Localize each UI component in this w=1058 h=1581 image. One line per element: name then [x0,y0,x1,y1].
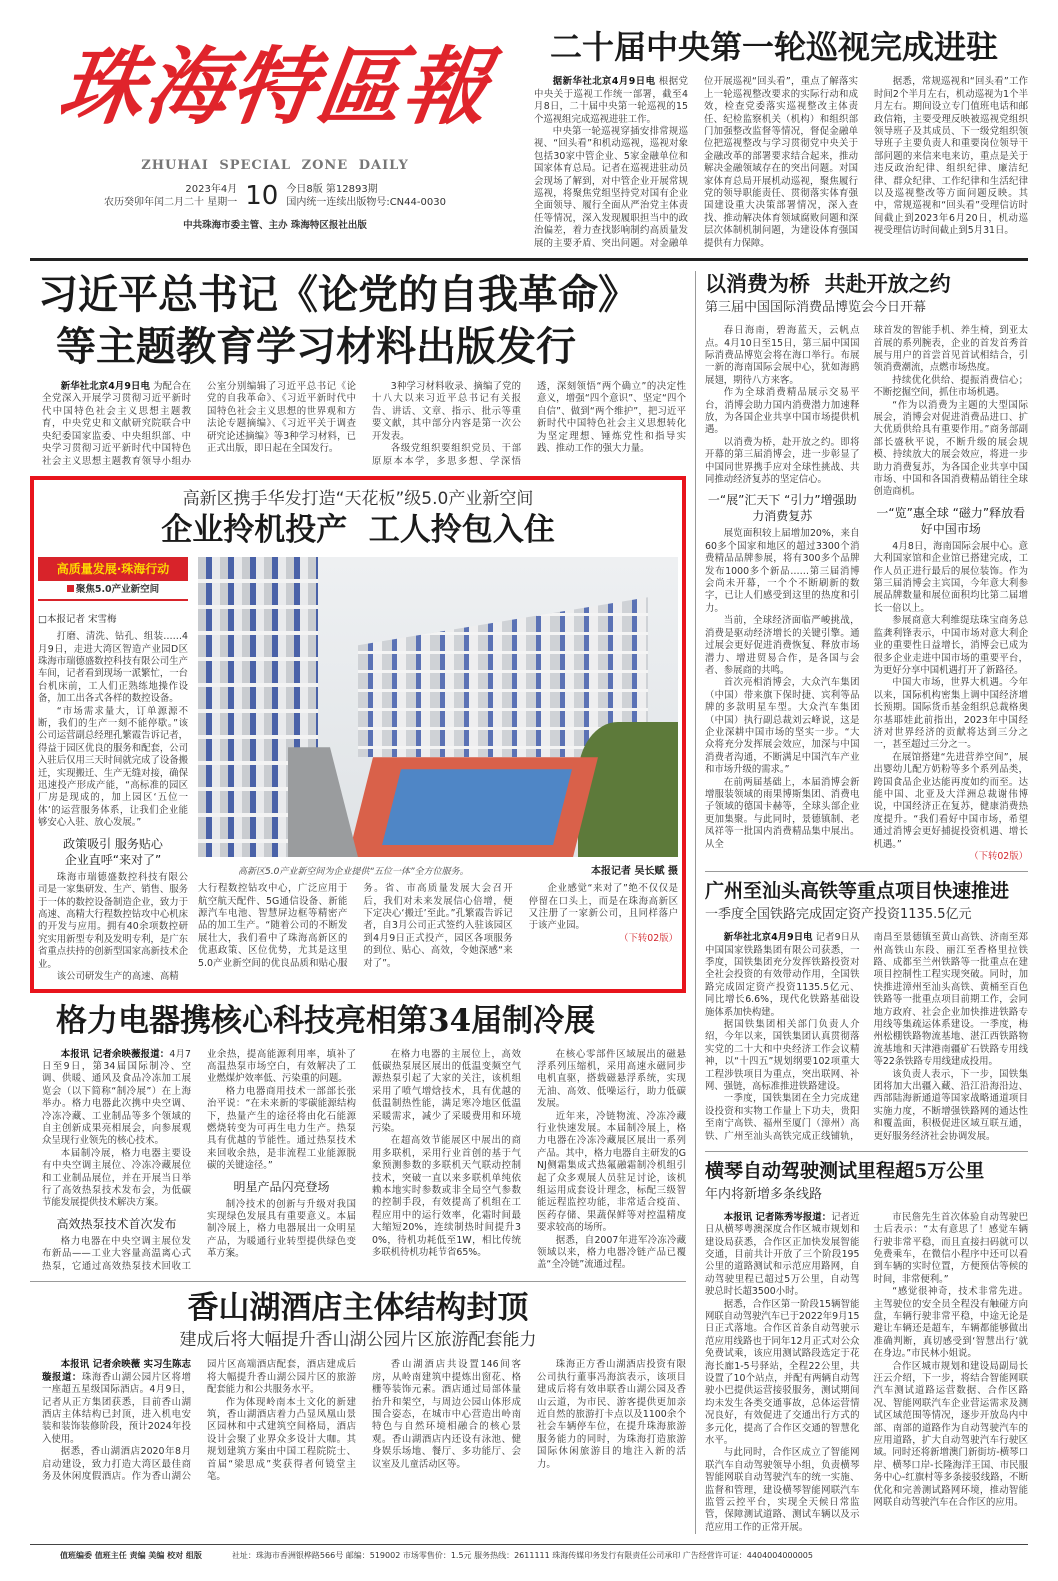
paragraph-text: 在超高效节能展区中展出的商用多联机，采用行业首创的基于气象预测参数的多联机天气联动控制技术，突破一直以来多联机单纯依赖本地实时参数或非全局空气参数的控制手段，有效提高了机组在工程应用中的运行效率，化霜时间最大缩短20%，连续制热时间提升30%，待机功耗低至1W，相比传统多联机待机功耗节省65%。 [372,1135,521,1259]
paragraph-text: 首次亮相消博会，大众汽车集团（中国）带来旗下保时捷、宾利等品牌的多款明星车型。大众汽车集团（中国）执行副总裁刘云峰说，这是企业深耕中国市场的坚实一步。“大众将充分发挥展会效应，加深与中国消费者沟通，不断满足中国汽车产业和市场升级的需求。” [705,677,860,776]
paragraph [874,1286,1029,1360]
trees [578,722,678,857]
paragraph [207,1086,356,1173]
paragraph [874,752,1029,851]
subtitle-expo: 第三届中国国际消费品博览会今日开幕 [705,300,927,316]
subtitle-hengqin: 年内将新增多条线路 [705,1186,823,1202]
headline-xi-line1: 习近平总书记《论党的自我革命》 [38,271,638,319]
continued-link[interactable]: （下转02版） [619,932,678,944]
paragraph-text: 以消费为桥，赴开放之约。即将开幕的第三届消博会，进一步彰显了中国同世界携手应对全球性挑战、共同推动经济复苏的坚定信心。 [705,436,860,486]
publisher-line: 中共珠海市委主管、主办 珠海特区报社出版 [183,220,367,231]
paragraph [372,381,521,443]
paragraph [705,437,860,487]
date-day: 10 [245,181,279,211]
paragraph-text: 据悉，合作区第一阶段15辆智能网联自动驾驶汽车已于2022年9月15日正式落地。合作区首条自动驾驶示范应用线路也于同年12月正式对公众免费试乘，该应用测试路段选定于花海长廊1-5号驿站，全程22公里，共设置了10个站点，并配有两辆自动驾驶小巴提供运营接驳服务，测试期间均未发生各类交通事故，总体运营情况良好，有效促进了交通出行方式的多元化，提高了合作区交通的智慧化水平。 [705,1298,860,1446]
cn-number: 国内统一连续出版物号:CN44-0030 [286,197,446,208]
feature-left-column [38,631,188,983]
paragraph-text: 在展馆搭建“先进营养空间”，展出婴幼儿配方奶粉等多个系列品类，跨国食品企业达能再度如约而至。达能中国、北亚及大洋洲总裁谢伟博说，中国经济正在复苏，健康消费热度提升。“我们看好中国市场，希望通过消博会更好捕捉投资机遇、增长机遇。” [873,751,1028,850]
headline-railway: 广州至汕头高铁等重点项目快速推进 [705,880,1010,903]
newspaper-logo: 珠海特區報 [53,37,498,136]
paragraph [705,1299,860,1448]
subheading: 一“展”汇天下 “引力”增强助力消费复苏 [707,493,857,524]
paragraph [198,883,513,970]
masthead [30,22,526,250]
paragraph [874,541,1029,615]
paragraph [874,1361,1029,1510]
paragraph-text: 本届制冷展，格力电器主要设有中央空调主展位、冷冻冷藏展位和工业制品展位，并在开展当日举行了高效热泵技术发布会，为低碳节能发展提供技术解决方案。 [42,1147,191,1209]
paragraph [207,1199,356,1261]
article-expo-col2 [874,325,1029,863]
article-hengqin [705,1212,1028,1535]
subheading: 政策吸引 服务贴心 企业直呼“来对了” [63,836,163,867]
paragraph [42,1148,191,1210]
paragraph-text: 记者近日从横琴粤澳深度合作区城市规划和建设局获悉，合作区正加快发展智能交通，目前共计开放了三个阶段195公里的道路测试和示范应用路网，自动驾驶里程已超过5万公里，自动驾驶总时长超3500小时。 [705,1211,860,1298]
paragraph [705,528,860,615]
paragraph [537,1235,686,1272]
paragraph-text: 珠海香山湖公园片区将增一座超五星级国际酒店。4月9日，记者从正方集团获悉，目前香山湖酒店主体结构已封顶，进入机电安装和装饰装修阶段，预计2024年投入使用。 [42,1371,191,1445]
paragraph [42,1359,191,1446]
series-badge: 高质量发展·珠海行动 [38,557,188,581]
headline-inspection: 二十届中央第一轮巡视完成进驻 [550,28,999,66]
paragraph-text: 3种学习材料收录、摘编了党的十八大以来习近平总书记有关报告、讲话、文章、指示、批示等重要文献，其中部分内容是第一次公开发表。 [372,381,521,442]
headline-xiangshanhu: 香山湖酒店主体结构封顶 [187,1290,529,1327]
paragraph-text: 一季度，国铁集团在全力完成建设投资和实物工作量上下功夫，贵阳至南宁高铁、福州至厦门（漳州）高铁、广州至汕头高铁完成正线铺轨，南昌至景德镇至黄山高铁、济南至郑州高铁山东段、丽江至香格里拉铁路、成都至兰州铁路等一批重点在建项目控制性工程实现突破。同时，加快推进漳州至汕头高铁、黄桶至百色铁路等一批重点项目前期工作，会同地方政府、社会企业加快推进铁路专用线等集疏运体系建设。一季度，梅州松棚铁路物流基地、湛江西铁路物流基地和天津港南疆矿石铁路专用线等22条铁路专用线建成投用。 [705,932,1028,1142]
section-rule [705,1151,1028,1152]
paragraph [874,325,1029,375]
paragraph [537,1359,686,1471]
paragraph-text: 据悉，香山湖酒店2020年8月启动建设，致力打造大湾区最佳商务及休闲度假酒店。作为香山湖公园片区高端酒店配套，酒店建成后将大幅提升香山湖公园片区的旅游配套能力和公共服务水平。 [42,1359,356,1482]
inspection-section [526,22,1028,250]
headline-xi-line2: 等主题教育学习材料出版发行 [56,323,576,371]
dateline: 本报讯 记者陈秀岑报道： [723,1211,832,1223]
paragraph-text: 在前两届基础上，本届消博会新增服装领域的雨果博斯集团、消费电子领域的德国卡赫等，全球头部企业更加集聚。与此同时，景德镇制、老凤祥等一批国内消费精品集中展出。从全 [705,776,860,850]
headline-hengqin: 横琴自动驾驶测试里程超5万公里 [705,1160,985,1182]
paragraph-text: 格力电器在中央空调主展位发布新品——工业大容量高温离心式热泵，它通过高效热泵技术回收工业余热，提高能源利用率，填补了高温热泵市场空白，有效解决了工业燃煤炉效率低、污染重的问题。 [42,1048,356,1272]
paragraph-text: “感觉很神奇，技术非常先进。主驾驶位的安全员全程没有触碰方向盘，车辆行驶非常平稳，中途无论是避让车辆还是超车，车辆都能够做出准确判断，真切感受到‘智慧出行’就在身边。”市民林小姐说。 [873,1286,1028,1360]
edition-info: 今日8版 第12893期 [286,184,378,195]
paragraph [705,932,860,1019]
photo-credit: 本报记者 吴长赋 摄 [591,866,678,878]
subheading: 一“览”惠全球 “磁力”释放看好中国市场 [876,505,1026,536]
dateline: 新华社北京4月9日电 [60,381,151,393]
paragraph-text: 大行程数控钻攻中心，广泛应用于航空航天配件、5G通信设备、新能源汽车电池、智慧屏边框等精密产品的加工生产。“随着公司的不断发展壮大，我们看中了珠海高新区的优惠政策、区位优势，尤其是这里5.0产业新空间的优良品质和贴心服务。省、市高质量发展大会召开后，我们对未来发展信心倍增，便下定决心‘搬迁’至此。”孔繁霞告诉记者，自3月公司正式签约入驻该园区到4月9日正式投产，园区各项服务的到位、贴心、高效，令她深感“来对了”。 [198,883,513,969]
paragraph-text: 中央第一轮巡视穿插安排常规巡视、“回头看”和机动巡视，巡视对象包括30家中管企业、5家金融单位和国家体育总局。记者在巡视进驻动员会现场了解到，对中管企业开展常规巡视，将聚焦党组坚持党对国有企业全面领导、履行全面从严治党主体责任等情况，深入发现履职担当中的政治偏差，着力查找影响制约高质量发展的主要矛盾、突出问题。对金融单位开展巡视“回头看”，重点了解落实上一轮巡视整改要求的实际行动和成效，检查党委落实巡视整改主体责任、纪检监察机关（机构）和组织部门加强整改监督等情况，督促金融单位把巡视整改与学习贯彻党中央关于金融改革的部署要求结合起来，推动解决金融领域存在的突出问题。对国家体育总局开展机动巡视，聚焦履行党的领导职能责任、贯彻落实体育强国建设重大决策部署情况，深入查找、推动解决体育领域腐败问题和深层次体制机制问题，为建设体育强国提供有力保障。 [534,76,858,249]
section-rule [30,1281,686,1282]
paragraph [372,1359,521,1471]
dateline: 据新华社北京4月9日电 [552,76,656,88]
paragraph-text: 各级党组织要组织党员、干部原原本本学，多思多想、学深悟透，深刻领悟“两个确立”的决定性意义，增强“四个意识”、坚定“四个自信”、做到“两个维护”，把习近平新时代中国特色社会主义思想转化为坚定理想、锤炼党性和指导实践、推动工作的强大力量。 [372,381,686,467]
feature-bottom-columns [198,883,678,970]
article-xiangshanhu [42,1359,686,1483]
paragraph [705,1212,860,1299]
feature-headline: 企业拎机投产 工人拎包入住 [161,512,555,549]
paragraph-text: 作为全球消费精品展示交易平台，消博会助力国内消费潜力加速释放，为各国企业共享中国市场提供机遇。 [705,387,860,436]
series-topic-text: 聚焦5.0产业新空间 [75,584,160,596]
top-row [30,22,1028,250]
paragraph [537,1049,686,1111]
paragraph-text: 打磨、清洗、钻孔、组装……4月9日，走进大湾区智造产业园D区珠海市瑞德盛数控科技有限公司生产车间，记者看到现场一派繁忙，一台台机床前，工人们正熟练地操作设备，加工出各式各样的数控设备。 [38,631,189,705]
column-divider [695,271,696,1534]
red-square-icon [67,585,74,592]
paragraph-text: 格力电器商用技术一部部长张治平说：“在未来新的零碳能源结构下，热量产生的途径将由化石能源燃烧转变为可再生电力生产。热泵具有优越的节能性。通过热泵技术来回收余热，是非流程工业能源脱碳的关键途径。” [207,1085,356,1172]
series-topic [38,581,188,601]
paragraph [38,971,188,983]
paragraph-text: 持续优化供给、提振消费信心；不断挖掘空间，抓住市场机遇。 [873,374,1028,399]
paragraph-text: 合作区城市规划和建设局副局长汪云介绍，下一步，将结合智能网联汽车测试道路运营数据、合作区路况、智能网联汽车企业营运需求及测试区域范围等情况，逐步开放岛内中部、南部的道路作为自动驾驶汽车的应用道路，扩大自动驾驶汽车行驶区域。同时还将新增澳门新街坊-横琴口岸、横琴口岸-长隆海洋王国、市民服务中心-红旗村等多条接驳线路，不断优化和完善测试路网环境，推动智能网联自动驾驶汽车在合作区的应用。 [873,1360,1028,1509]
paragraph [705,777,860,851]
article-xi [42,381,686,468]
paragraph-text: 企业感觉“来对了”绝不仅仅是停留在口头上，而是在珠海高新区又注册了一家新公司，且同样落户于该产业园。 [528,883,678,932]
paragraph-text: 珠海正方香山湖酒店投资有限公司执行董事冯海滨表示，该项目建成后将有效串联香山湖公园及香山云道，为市民、游客提供更加亲近自然的旅游打卡点以及1100余个社会车辆停车位，在提升珠海旅游服务能力的同时，为珠海打造旅游国际休闲旅游目的地注入新的活力。 [537,1359,686,1470]
subtitle-railway: 一季度全国铁路完成固定资产投资1135.5亿元 [705,907,972,923]
article-expo-col1 [705,325,860,863]
paragraph-text: 春日海南，碧海蓝天，云帆点点。4月10日至15日，第三届中国国际消费品博览会将在海口举行。布展一新的海南国际会展中心，犹如海鸥展翅，期待八方来客。 [705,325,860,386]
footer-address: 社址：珠海市香洲银桦路566号 邮编：519002 市场零售价：1.5元 服务热线：2611111 珠海传媒印务发行有限责任公司承印 广告经营许可证：4404004000005 [231,1551,813,1561]
dateline: 本报讯 记者余映薇报道： [60,1048,170,1060]
paragraph [534,76,688,126]
dateline: 本报讯 记者余映薇 实习生陈志璇报道： [42,1359,191,1383]
paragraph [874,677,1029,751]
lunar-date: 农历癸卯年闰二月二十 星期一 [104,197,238,208]
feature-photo [198,557,678,857]
section-rule [705,871,1028,872]
article-gree [42,1049,686,1274]
paragraph-text: 作为体现岭南本土文化的新建筑，香山湖酒店着力凸显凤凰山景区园林和中式建筑空间格局，酒店设计会聚了业界众多设计大咖。其规划建筑方案由中国工程院院士、首届“梁思成”奖获得者何镜堂主笔。 [207,1396,356,1482]
paragraph-text: “作为以消费为主题的大型国际展会，消博会对促进消费品进口、扩大优质供给具有重要作用。”商务部副部长盛秋平说，不断升级的展会规模、持续放大的展会效应，将进一步助力消费复苏，为各国企业共享中国市场、中国和各国消费精品销往全球创造商机。 [873,399,1028,498]
right-stack [705,271,1028,1534]
paragraph [705,1019,860,1093]
paragraph-text: 制冷技术的创新与升级对我国实现绿色发展具有重要意义。本届制冷展上，格力电器展出一众明星产品，为暖通行业转型提供绿色变革方案。 [207,1198,356,1260]
paragraph [38,631,188,705]
paragraph-text: 据悉，自2007年进军冷冻冷藏领域以来，格力电器冷链产品已覆盖“全冷链”流通过程。 [537,1234,686,1271]
left-stack [30,271,686,1534]
paragraph-text: 该公司研发生产的高速、高精 [56,970,179,982]
paragraph-text: 该负责人表示，下一步，国铁集团将加大出疆入藏、沿江沿海沿边、西部陆海新通道等国家战略通道项目实施力度，不断增强铁路网的通达性和覆盖面，积极促进区域互联互通，更好服务经济社会协调发展。 [873,1068,1028,1142]
paragraph-text: 据悉，常规巡视和“回头看”工作时间2个半月左右，机动巡视为1个半月左右。期间设立专门值班电话和邮政信箱，主要受理反映被巡视党组织领导班子及其成员、下一级党组织领导班子主要负责人和重要岗位领导干部问题的来信来电来访，重点是关于违反政治纪律、组织纪律、廉洁纪律、群众纪律、工作纪律和生活纪律以及巡视整改等方面问题反映。其中，常规巡视和“回头看”受理信访时间截止到2023年6月20日，机动巡视受理信访时间截止到5月31日。 [874,76,1028,237]
paragraph-text: 4月7日至9日，第34届国际制冷、空调、供暖、通风及食品冷冻加工展览会（以下简称“制冷展”）在上海举办。格力电器此次携中央空调、冷冻冷藏、工业制品等多个领域的自主创新成果亮相展会，向参展观众呈现行业领先的核心技术。 [42,1048,192,1147]
english-name: ZHUHAI SPECIAL ZONE DAILY [141,158,409,173]
paragraph-text: 球首发的智能手机、养生椅，到亚太首展的系列腕表，企业的首发首秀首展与用户的首尝首见首试相结合，引领消费潮流，点燃市场热度。 [873,325,1028,374]
paragraph-text: 记者9日从中国国家铁路集团有限公司获悉，一季度，国铁集团充分发挥铁路投资对全社会投资的有效带动作用，全国铁路完成固定资产投资1135.5亿元、同比增长6.6%，现代化铁路基础设施体系加快构建。 [705,932,860,1018]
paragraph [874,615,1029,677]
paragraph [705,387,860,437]
subheading: 高效热泵技术首次发布 [56,1216,177,1231]
paragraph-text: 展览面积较上届增加20%，来自60多个国家和地区的超过3300个消费精品品牌参展，将有300多个品牌发布1000多个新品……第三届消博会尚未开幕，一个个不断刷新的数字，已让人们感受到这里的热度和引力。 [705,528,860,614]
footer [30,1545,1028,1561]
date-year-month: 2023年4月 [185,184,238,195]
article-railway [705,932,1028,1143]
paragraph [874,76,1028,237]
paragraph-text: 市民詹先生首次体验自动驾驶巴士后表示：“太有意思了！感觉车辆行驶非常平稳，而且直接扫码就可以免费乘车，在微信小程序中还可以看到车辆的实时位置，方便预估等候的时间，非常便利。” [873,1211,1028,1285]
paragraph-text: 香山湖酒店共设置146间客房，从岭南建筑中提炼出窗花、格栅等装饰元素。酒店通过局部体量抬升和架空，与周边公园山体形成围合姿态，在城市中心营造出岭南特色与自然环境相融合的核心景观。香山湖酒店内还设有泳池、健身娱乐场地、餐厅、多功能厅、会议室及儿童活动区等。 [372,1359,521,1470]
paragraph [38,872,188,971]
subtitle-xiangshanhu: 建成后将大幅提升香山湖公园片区旅游配套能力 [179,1330,537,1351]
paragraph-text: 中国大市场，世界大机遇。今年以来，国际机构密集上调中国经济增长预期。国际货币基金组织总裁格奥尔基耶娃此前指出，2023年中国经济对世界经济的贡献将达到三分之一，甚至超过三分之一。 [873,677,1028,751]
paragraph [537,1111,686,1235]
subheading: 明星产品闪亮登场 [233,1179,330,1194]
paragraph [372,1135,521,1259]
paragraph-text: 4月8日，海南国际会展中心。意大利国家馆和企业馆已搭建完成，工作人员正进行最后的展位装饰。作为第三届消博会主宾国，今年意大利参展品牌数量和展位面积均比第二届增长一倍以上。 [873,540,1028,614]
headline-expo: 以消费为桥 共赴开放之约 [705,271,951,297]
paragraph [372,1049,521,1136]
masthead-rule [30,258,1028,261]
paragraph-text: 当前，全球经济面临严峻挑战，消费是驱动经济增长的关键引擎。通过展会更好促进消费恢复、释放市场潜力、增进贸易合作，是各国与会者、参展商的共鸣。 [705,615,860,676]
paragraph [38,706,188,830]
photo-caption: 高新区5.0产业新空间为企业提供“五位一体”全方位服务。 [238,867,469,878]
paragraph [705,325,860,387]
paragraph [874,375,1029,400]
article-inspection [534,76,1028,250]
continued-link[interactable]: （下转02版） [969,851,1028,862]
paragraph-text: 参展商意大利维缇珐珠宝商务总监龚利锋表示，中国市场对意大利企业的重要性日益增长，消博会已成为很多企业走进中国市场的重要平台，为更好分享中国机遇打开了新路径。 [873,615,1028,676]
paragraph [874,400,1029,499]
main-row [30,271,1028,1534]
paragraph [874,1212,1029,1286]
paragraph [874,1069,1029,1143]
feature-kicker: 高新区携手华发打造“天花板”级5.0产业新空间 [182,488,534,509]
paragraph [705,677,860,776]
paragraph [207,1397,356,1484]
dateline: 新华社北京4月9日电 [723,932,813,944]
paragraph-text: 为配合在全党深入开展学习贯彻习近平新时代中国特色社会主义思想主题教育，中央党史和文献研究院联合中央纪委国家监委、中央组织部、中央学习贯彻习近平新时代中国特色社会主义思想主题教育领导小组办公室分别编辑了习近平总书记《论党的自我革命》、《习近平新时代中国特色社会主义思想的世界观和方法论专题摘编》、《习近平关于调查研究论述摘编》等3种学习材料，已正式出版，即日起在全国发行。 [42,381,356,467]
paragraph-text: 与此同时，合作区成立了智能网联汽车自动驾驶领导小组，负责横琴智能网联自动驾驶汽车的统一实施、监督和管理，建设横琴智能网联汽车监管云控平台，实现全天候日常监管，保障测试道路、测试车辆以及示范应用工作的正常开展。 [705,1447,860,1533]
paragraph-text: 根据党中央关于巡视工作统一部署，截至4月8日，二十届中央第一轮巡视的15个巡视组完成巡视进驻工作。 [534,76,688,125]
footer-staff: 值班编委 值班主任 责编 美编 校对 组版 [60,1551,202,1561]
feature-byline: □本报记者 宋雪梅 [38,614,117,626]
paragraph-text: 在核心零部件区域展出的磁悬浮系列压缩机，采用高速永磁同步电机直驱，搭载磁悬浮系统，实现无油、高效、低噪运行，助力低碳发展。 [537,1048,686,1110]
paragraph [529,883,678,933]
feature-box [30,476,686,993]
headline-gree: 格力电器携核心科技亮相第34届制冷展 [56,1003,596,1040]
paragraph [705,1447,860,1534]
paragraph-text: 据国铁集团相关部门负责人介绍，今年以来，国铁集团认真贯彻落实党的二十大和中央经济工作会议精神，以“十四五”规划纲要102项重大工程涉铁项目为重点，突出联网、补网、强链，高标准推进铁路建设。 [705,1018,860,1092]
paragraph-text: 在格力电器的主展位上，高效低碳热泵展区展出的低温变频空气源热泵引起了大家的关注，该机组采用了喷气增焓技术，具有优越的低温制热性能，满足寒冷地区低温采暖需求，减少了采暖费用和环境污染。 [372,1048,521,1134]
paragraph-text: 近年来，冷链物流、冷冻冷藏行业快速发展。本届制冷展上，格力电器在冷冻冷藏展区展出一系列产品。其中，格力电器自主研发的GNJ侧霜集成式热氟融霜制冷机组引起了众多观展人员驻足讨论，该机组运用成套设计理念，标配三级智能远程监控功能，非常适合疫苗、医药存储、果蔬保鲜等对控温精度要求较高的场所。 [537,1110,686,1234]
paragraph-text: “市场需求量大，订单源源不断，我们的生产一刻不能停歇。”该公司运营副总经理孔繁霞告诉记者，得益于园区优良的服务和配套，公司入驻后仅用三天时间就完成了设备搬迁，实现搬迁、生产无缝对接，确保迅速投产形成产能，“高标准的园区厂房是现成的，加上园区‘五位一体’的运营服务体系，让我们企业能够安心入驻、放心发展。” [38,705,189,829]
paragraph [42,1049,191,1148]
paragraph [705,615,860,677]
paragraph [42,381,356,468]
paragraph-text: 珠海市瑞德盛数控科技有限公司是一家集研发、生产、销售、服务于一体的数控设备制造企业，致力于高速、高精大行程数控钻攻中心机床的开发与应用。拥有40余项数控研究实用新型专利及发明专利，是广东省重点扶持的创新型国家高新技术企业。 [38,871,189,970]
